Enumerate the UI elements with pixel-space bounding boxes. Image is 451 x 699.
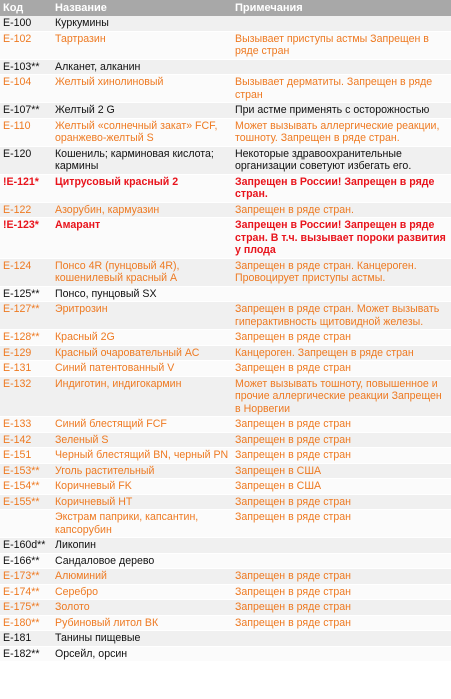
cell-name: Синий блестящий FCF (52, 417, 232, 433)
cell-code: !E-123* (0, 218, 52, 259)
cell-name: Тартразин (52, 31, 232, 59)
cell-name: Понсо 4R (пунцовый 4R), кошенилевый красный А (52, 258, 232, 286)
cell-note: Запрещен в ряде стран (232, 330, 451, 346)
cell-code: E-102 (0, 31, 52, 59)
cell-note (232, 16, 451, 31)
header-note: Примечания (232, 0, 451, 16)
cell-note: Запрещен в США (232, 463, 451, 479)
cell-name: Желтый «солнечный закат» FCF, оранжево-желтый S (52, 118, 232, 146)
cell-name: Эритрозин (52, 302, 232, 330)
cell-code: E-133 (0, 417, 52, 433)
cell-note: Запрещен в России! Запрещен в ряде стран. (232, 174, 451, 202)
table-row (0, 59, 451, 75)
cell-name: Цитрусовый красный 2 (52, 174, 232, 202)
cell-code: E-151 (0, 448, 52, 464)
cell-note (232, 553, 451, 569)
cell-note: Запрещен в ряде стран (232, 361, 451, 377)
cell-code: E-174** (0, 584, 52, 600)
cell-note: Запрещен в ряде стран (232, 584, 451, 600)
cell-code: E-154** (0, 479, 52, 495)
table-row (0, 463, 451, 479)
cell-name: Желтый хинолиновый (52, 75, 232, 103)
cell-code: E-142 (0, 432, 52, 448)
cell-code: E-182** (0, 646, 52, 662)
cell-name: Красный очаровательный АС (52, 345, 232, 361)
cell-name: Уголь растительный (52, 463, 232, 479)
table-body (0, 16, 451, 662)
cell-code: E-104 (0, 75, 52, 103)
cell-note: Вызывает дерматиты. Запрещен в ряде стран (232, 75, 451, 103)
cell-code: E-110 (0, 118, 52, 146)
cell-note: Запрещен в ряде стран (232, 432, 451, 448)
cell-code: E-127** (0, 302, 52, 330)
cell-note (232, 631, 451, 647)
cell-name: Коричневый HT (52, 494, 232, 510)
table-row (0, 146, 451, 174)
cell-note: Запрещен в США (232, 479, 451, 495)
cell-code: E-128** (0, 330, 52, 346)
cell-name: Экстрам паприки, капсантин, капсорубин (52, 510, 232, 538)
cell-note: Запрещен в ряде стран (232, 600, 451, 616)
cell-note: Запрещен в ряде стран (232, 417, 451, 433)
table-row (0, 376, 451, 417)
cell-name: Серебро (52, 584, 232, 600)
cell-note: Запрещен в ряде стран. (232, 202, 451, 218)
cell-name: Зеленый S (52, 432, 232, 448)
header-name: Название (52, 0, 232, 16)
cell-name: Рубиновый литол ВК (52, 615, 232, 631)
table-row (0, 258, 451, 286)
cell-name: Сандаловое дерево (52, 553, 232, 569)
table-row (0, 202, 451, 218)
cell-note (232, 286, 451, 302)
cell-name: Кошениль; карминовая кислота; кармины (52, 146, 232, 174)
table-row (0, 361, 451, 377)
cell-code: E-122 (0, 202, 52, 218)
cell-note: Может вызывать тошноту, повышенное и прочие аллергические реакции Запрещен в Норвегии (232, 376, 451, 417)
cell-code: E-153** (0, 463, 52, 479)
cell-name: Куркумины (52, 16, 232, 31)
cell-note: Запрещен в ряде стран (232, 510, 451, 538)
cell-code: E-181 (0, 631, 52, 647)
cell-name: Индиготин, индигокармин (52, 376, 232, 417)
cell-code: E-173** (0, 569, 52, 585)
cell-code: E-155** (0, 494, 52, 510)
cell-code: E-125** (0, 286, 52, 302)
cell-code: E-132 (0, 376, 52, 417)
cell-code (0, 510, 52, 538)
cell-code: E-107** (0, 103, 52, 119)
cell-note: Может вызывать аллергические реакции, тошноту. Запрещен в ряде стран. (232, 118, 451, 146)
table-row (0, 286, 451, 302)
cell-code: E-103** (0, 59, 52, 75)
cell-code: E-100 (0, 16, 52, 31)
table-row (0, 174, 451, 202)
table-row (0, 448, 451, 464)
table-row (0, 646, 451, 662)
cell-code: E-131 (0, 361, 52, 377)
table-row (0, 631, 451, 647)
cell-code: E-166** (0, 553, 52, 569)
cell-name: Коричневый FK (52, 479, 232, 495)
table-row (0, 75, 451, 103)
table-row (0, 584, 451, 600)
cell-name: Орсейл, орсин (52, 646, 232, 662)
table-row (0, 553, 451, 569)
table-row (0, 432, 451, 448)
cell-code: E-160d** (0, 538, 52, 554)
cell-code: E-120 (0, 146, 52, 174)
cell-code: E-124 (0, 258, 52, 286)
table-row (0, 615, 451, 631)
table-row (0, 330, 451, 346)
cell-note: Запрещен в ряде стран. Канцероген. Провоцирует приступы астмы. (232, 258, 451, 286)
cell-code: !E-121* (0, 174, 52, 202)
cell-name: Танины пищевые (52, 631, 232, 647)
table-row (0, 103, 451, 119)
cell-name: Золото (52, 600, 232, 616)
cell-name: Амарант (52, 218, 232, 259)
table-row (0, 118, 451, 146)
cell-note: Запрещен в ряде стран (232, 569, 451, 585)
cell-name: Алканет, алканин (52, 59, 232, 75)
table-row (0, 16, 451, 31)
cell-note: Вызывает приступы астмы Запрещен в ряде стран (232, 31, 451, 59)
cell-name: Синий патентованный V (52, 361, 232, 377)
table-row (0, 479, 451, 495)
table-row (0, 417, 451, 433)
header-code: Код (0, 0, 52, 16)
cell-note: Канцероген. Запрещен в ряде стран (232, 345, 451, 361)
cell-code: E-180** (0, 615, 52, 631)
table-row (0, 600, 451, 616)
table-row (0, 218, 451, 259)
cell-name: Алюминий (52, 569, 232, 585)
cell-note (232, 59, 451, 75)
table-row (0, 31, 451, 59)
cell-name: Желтый 2 G (52, 103, 232, 119)
table-header (0, 0, 451, 16)
cell-name: Ликопин (52, 538, 232, 554)
cell-note (232, 538, 451, 554)
table-row (0, 302, 451, 330)
cell-name: Азорубин, кармуазин (52, 202, 232, 218)
table-row (0, 569, 451, 585)
cell-note: Некоторые здравоохранительные организации советуют избегать его. (232, 146, 451, 174)
cell-note (232, 646, 451, 662)
cell-code: E-129 (0, 345, 52, 361)
table-row (0, 510, 451, 538)
cell-name: Красный 2G (52, 330, 232, 346)
cell-note: Запрещен в ряде стран (232, 494, 451, 510)
table-row (0, 494, 451, 510)
cell-note: Запрещен в ряде стран (232, 615, 451, 631)
cell-name: Понсо, пунцовый SX (52, 286, 232, 302)
cell-name: Черный блестящий BN, черный PN (52, 448, 232, 464)
cell-note: При астме применять с осторожностью (232, 103, 451, 119)
table-row (0, 538, 451, 554)
cell-note: Запрещен в России! Запрещен в ряде стран. В т.ч. вызывает пороки развития у плода (232, 218, 451, 259)
table-row (0, 345, 451, 361)
cell-note: Запрещен в ряде стран (232, 448, 451, 464)
cell-note: Запрещен в ряде стран. Может вызывать гиперактивность щитовидной железы. (232, 302, 451, 330)
cell-code: E-175** (0, 600, 52, 616)
